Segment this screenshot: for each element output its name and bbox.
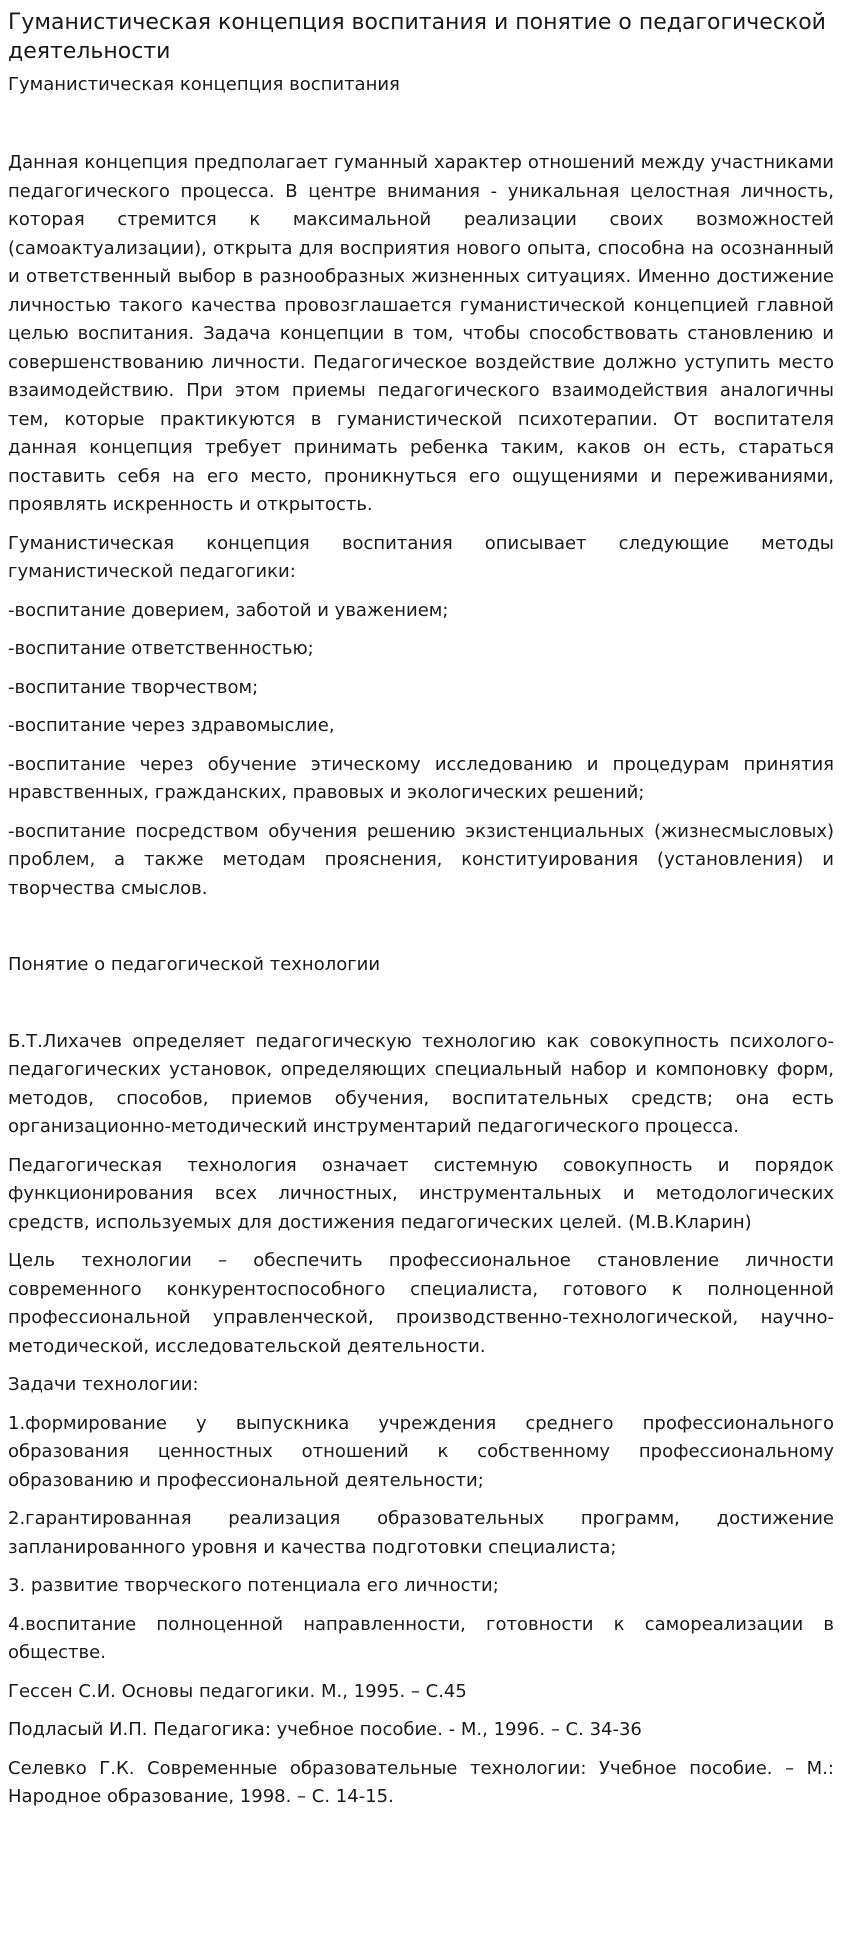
spacer xyxy=(8,1142,834,1152)
document-page xyxy=(8,0,834,1812)
definition-paragraph: Б.Т.Лихачев определяет педагогическую технологию как совокупность психолого-педагогических установок, определяющих специальный набор и компоновку форм, методов, способов, приемов обучения, воспитательных средств; она есть организационно-методический инструментарий педагогического процесса. xyxy=(8,1030,834,1137)
method-item: -воспитание через здравомыслие, xyxy=(8,715,335,736)
spacer xyxy=(8,1601,834,1611)
methods-intro-paragraph: Гуманистическая концепция воспитания описывает следующие методы гуманистической педагогики: xyxy=(8,532,834,582)
spacer xyxy=(8,625,834,635)
task-item: 2.гарантированная реализация образовательных программ, достижение запланированного уровня и качества подготовки специалиста; xyxy=(8,1508,834,1558)
method-item: -воспитание творчеством; xyxy=(8,676,259,698)
spacer xyxy=(8,1361,834,1371)
method-item: -воспитание ответственностью; xyxy=(8,638,314,659)
spacer xyxy=(8,1745,834,1755)
reference-item: Гессен С.И. Основы педагогики. М., 1995. – С.45 xyxy=(8,1680,467,1702)
task-item: 4.воспитание полноценной направленности, готовности к самореализации в обществе. xyxy=(8,1613,834,1663)
reference-item: Подласый И.П. Педагогика: учебное пособие. - М., 1996. – С. 34-36 xyxy=(8,1719,642,1740)
task-item: 3. развитие творческого потенциала его личности; xyxy=(8,1575,499,1596)
spacer xyxy=(8,587,834,597)
definition-paragraph: Педагогическая технология означает системную совокупность и порядок функционирования всех личностных, инструментальных и методологических средств, используемых для достижения педагогических целей. (М.В.Кларин) xyxy=(8,1154,834,1233)
spacer xyxy=(8,1495,834,1505)
spacer xyxy=(8,1400,834,1410)
reference-item: Селевко Г.К. Современные образовательные технологии: Учебное пособие. – М.: Народное образование, 1998. – С. 14-15. xyxy=(8,1757,834,1807)
spacer xyxy=(8,98,834,149)
tasks-heading: Задачи технологии: xyxy=(8,1374,199,1395)
spacer xyxy=(8,1562,834,1572)
spacer xyxy=(8,1237,834,1247)
method-item: -воспитание посредством обучения решению экзистенциальных (жизнесмысловых) проблем, а также методам прояснения, конституирования (установления) и творчества смыслов. xyxy=(8,820,834,899)
method-item: -воспитание доверием, заботой и уважением; xyxy=(8,599,449,621)
spacer xyxy=(8,741,834,751)
method-item: -воспитание через обучение этическому исследованию и процедурам принятия нравственных, гражданских, правовых и экологических решений; xyxy=(8,753,834,803)
task-item: 1.формирование у выпускника учреждения среднего профессионального образования ценностных отношений к собственному профессиональному образованию и профессиональной деятельности; xyxy=(8,1412,834,1491)
section-heading: Понятие о педагогической технологии xyxy=(8,954,381,975)
intro-paragraph: Данная концепция предполагает гуманный характер отношений между участниками педагогического процесса. В центре внимания - уникальная целостная личность, которая стремится к максимальной реализации своих возможностей (самоактуализации), открыта для восприятия нового опыта, способна на осознанный и ответственный выбор в разнообразных жизненных ситуациях. Именно достижение личностью такого качества провозглашается гуманистической концепцией главной целью воспитания. Задача концепции в том, чтобы способствовать становлению и совершенствованию личности. Педагогическое воздействие должно уступить место взаимодействию. При этом приемы педагогического взаимодействия аналогичны тем, которые практикуются в гуманистической психотерапии. От воспитателя данная концепция требует принимать ребенка таким, каков он есть, стараться поставить себя на его место, проникнуться его ощущениями и переживаниями, проявлять искренность и открытость. xyxy=(8,152,834,515)
section-subtitle: Гуманистическая концепция воспитания xyxy=(8,74,400,95)
spacer xyxy=(8,903,834,951)
spacer xyxy=(8,1668,834,1678)
goal-paragraph: Цель технологии – обеспечить профессиональное становление личности современного конкурентоспособного специалиста, готового к полноценной профессиональной управленческой, производственно-технологической, научно-методической, исследовательской деятельности. xyxy=(8,1250,834,1357)
spacer xyxy=(8,702,834,712)
spacer xyxy=(8,1706,834,1716)
spacer xyxy=(8,808,834,818)
spacer xyxy=(8,664,834,674)
spacer xyxy=(8,980,834,1028)
spacer xyxy=(8,520,834,530)
page-title: Гуманистическая концепция воспитания и понятие о педагогической деятельности xyxy=(8,10,826,64)
